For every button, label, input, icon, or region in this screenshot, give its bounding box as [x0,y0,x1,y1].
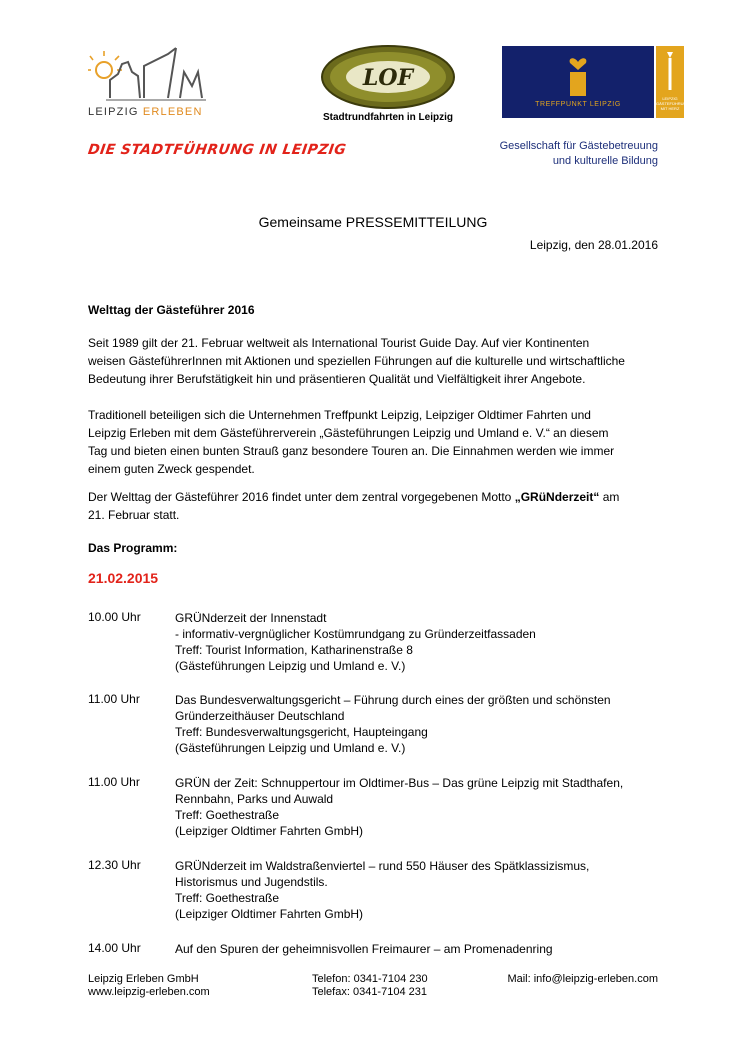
event-title: Auf den Spuren der geheimnisvollen Freimaurer – am Promenadenring [175,942,553,956]
footer [88,973,658,1003]
event-line: Treff: Tourist Information, Katharinenstraße 8 [175,643,413,657]
event-line: (Gästeführungen Leipzig und Umland e. V.) [175,741,406,755]
footer-company [88,973,210,999]
event-title: Das Bundesverwaltungsgericht – Führung durch eines der größten und schönsten [175,693,611,707]
treffpunkt-caption: TREFFPUNKT LEIPZIG [535,101,621,108]
email-link[interactable]: Mail: info@leipzig-erleben.com [507,973,658,985]
event-details [175,610,536,674]
event-title: GRÜN der Zeit: Schnuppertour im Oldtimer-Bus – Das grüne Leipzig mit Stadthafen, [175,776,624,790]
program-label: Das Programm: [88,541,178,555]
text-line: Bedeutung ihrer Berufstätigkeit hin und präsentieren Qualität und Vielfältigkeit ihrer Angebote. [88,372,586,386]
text-line: weisen GästeführerInnen mit Aktionen und speziellen Führungen auf die kulturelle und wirtschaftliche [88,354,625,368]
event-title: GRÜNderzeit im Waldstraßenviertel – rund 550 Häuser des Spätklassizismus, [175,859,590,873]
badge-text: LEIPZIG GÄSTEFÜHRUNG MIT HERZ [656,96,690,111]
text-line: Tag und bieten einen bunten Strauß ganz besondere Touren an. Die Einnahmen werden wie immer [88,444,615,458]
text-line: Seit 1989 gilt der 21. Februar weltweit als International Tourist Guide Day. Auf vier Kontinenten [88,336,590,350]
event-line: (Gästeführungen Leipzig und Umland e. V.) [175,659,406,673]
page-title: Gemeinsame PRESSEMITTEILUNG [258,214,488,230]
motto: „GRüNderzeit“ [514,490,600,504]
lof-logo [318,44,458,130]
place-date: Leipzig, den 28.01.2016 [529,238,658,252]
text-line: Leipzig Erleben mit dem Gästeführerverein „Gästeführungen Leipzig und Umland e. V.“ an diesem [88,426,609,440]
gaestefuehrung-badge [656,46,690,118]
subject-heading: Welttag der Gästeführer 2016 [88,303,255,317]
heart-pillar-icon [564,52,592,98]
event-title: GRÜNderzeit der Innenstadt [175,611,327,625]
leipzig-erleben-logo [88,42,210,120]
paragraph-2 [88,406,614,478]
event-details [175,858,589,922]
event-details [175,941,553,957]
lof-caption: Stadtrundfahrten in Leipzig [323,112,453,123]
event-time: 14.00 Uhr [88,941,141,955]
paragraph-1 [88,334,625,388]
event-time: 12.30 Uhr [88,858,141,872]
text-span: Der Welttag der Gästeführer 2016 findet unter dem zentral vorgegebenen Motto [88,490,515,504]
event-line: Treff: Goethestraße [175,891,280,905]
footer-contact [312,973,428,999]
torch-icon [665,52,675,92]
text-line: Traditionell beteiligen sich die Unternehmen Treffpunkt Leipzig, Leipziger Oldtimer Fahrten und [88,408,591,422]
logo-caption-a: LEIPZIG [88,106,143,118]
event-line: Treff: Bundesverwaltungsgericht, Haupteingang [175,725,428,739]
text-line: einem guten Zweck gespendet. [88,462,255,476]
event-time: 10.00 Uhr [88,610,141,624]
footer-mail [507,973,658,986]
text-line [88,488,619,506]
event-time: 11.00 Uhr [88,775,140,789]
society-line: Gesellschaft für Gästebetreuung [499,140,658,152]
website-link[interactable]: www.leipzig-erleben.com [88,986,210,998]
fax-number: Telefax: 0341-7104 231 [312,986,427,998]
lof-logo-text: LOF [362,65,414,91]
text-line: 21. Februar statt. [88,508,180,522]
paragraph-3 [88,488,619,524]
text-span: am [599,490,620,504]
logo-caption-b: ERLEBEN [142,106,203,118]
phone-number: Telefon: 0341-7104 230 [312,973,428,985]
program-date: 21.02.2015 [88,570,159,586]
lof-oval-icon [318,44,458,110]
event-line: Historismus und Jugendstils. [175,875,328,889]
event-line: - informativ-vergnüglicher Kostümrundgang zu Gründerzeitfassaden [175,627,536,641]
tagline: DIE STADTFÜHRUNG IN LEIPZIG [86,142,348,158]
event-line: Treff: Goethestraße [175,808,280,822]
company-name: Leipzig Erleben GmbH [88,973,199,985]
event-line: Gründerzeithäuser Deutschland [175,709,345,723]
event-time: 11.00 Uhr [88,692,140,706]
treffpunkt-panel [502,46,654,118]
treffpunkt-leipzig-logo [502,46,690,118]
skyline-sun-icon [88,42,210,106]
society-line: und kulturelle Bildung [552,155,658,167]
event-details [175,692,611,756]
event-line: Rennbahn, Parks und Auwald [175,792,334,806]
event-line: (Leipziger Oldtimer Fahrten GmbH) [175,907,364,921]
event-details [175,775,623,839]
society-text [500,139,658,169]
event-line: (Leipziger Oldtimer Fahrten GmbH) [175,824,364,838]
